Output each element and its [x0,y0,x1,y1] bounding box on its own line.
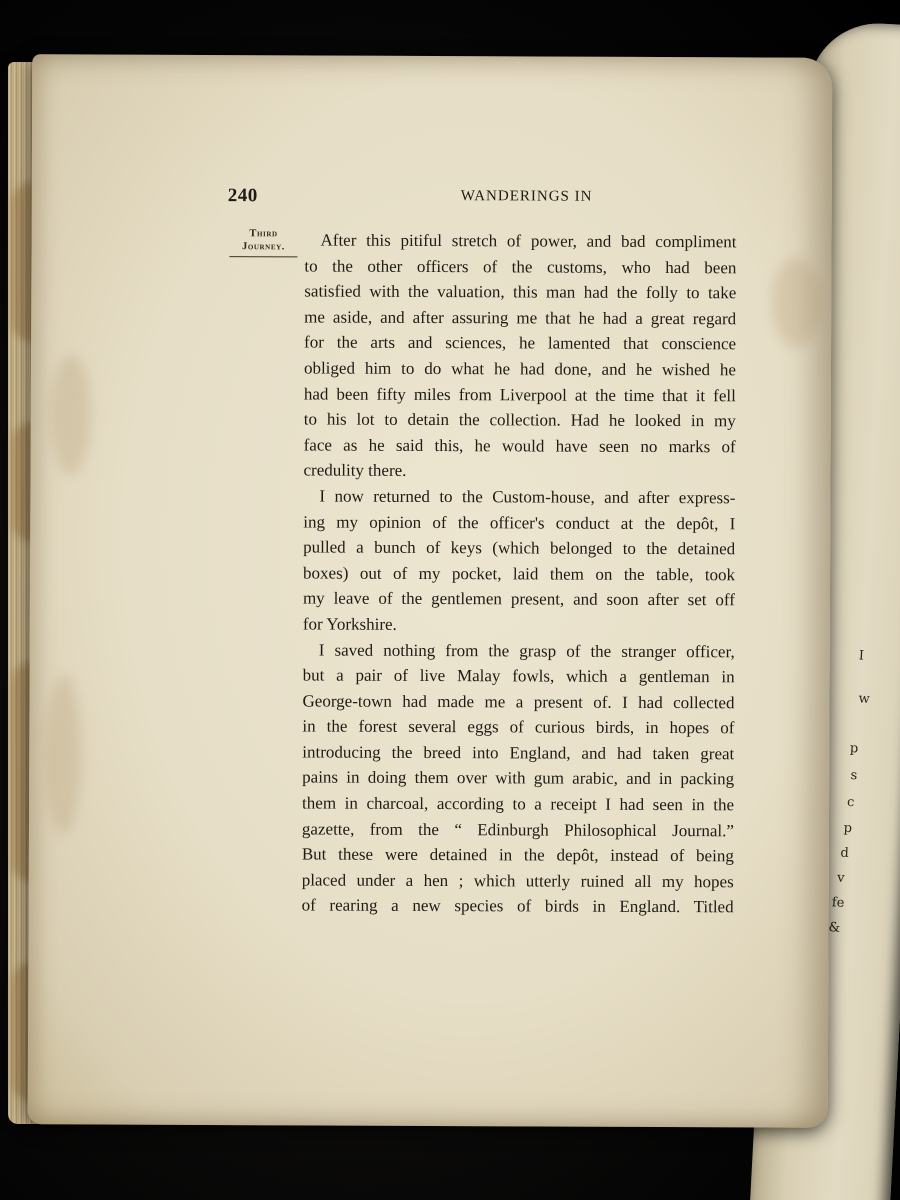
text-line: them in charcoal, according to a receipt I had seen in the [302,793,735,815]
text-line: to his lot to detain the collection. Had he looked in my [303,409,736,431]
paragraph [303,227,736,485]
text-line: of rearing a new species of birds in England. Titled [301,895,734,917]
facing-page-fragment: v [836,870,845,886]
sidenote-line: Third [249,228,278,240]
paragraph [303,483,736,638]
text-line: for Yorkshire. [302,614,397,634]
text-line: me aside, and after assuring me that he had a great regard [304,307,737,329]
text-line: my leave of the gentlemen present, and soon after set off [302,588,736,610]
text-line: George-town had made me a present of. I had collected [302,691,735,713]
facing-page-fragment: d [840,845,850,862]
page-number: 240 [227,185,258,207]
facing-page-fragment: fe [831,895,845,911]
facing-page-fragment: p [843,820,853,837]
text-line: ing my opinion of the officer's conduct at the depôt, I [303,511,736,533]
facing-page-fragment: s [850,768,858,784]
text-line: obliged him to do what he had done, and he wished he [303,358,737,380]
text-line: I now returned to the Custom-house, and after express- [319,486,736,508]
running-head [228,185,788,211]
sidenote-rule [229,256,297,257]
text-line: pulled a bunch of keys (which belonged to the detained [303,537,736,559]
text-line: pains in doing them over with gum arabic, and in packing [302,767,735,789]
text-line: to the other officers of the customs, who had been [304,256,737,277]
text-line: in the forest several eggs of curious birds, in hopes of [302,716,735,738]
text-line: gazette, from the “ Edinburgh Philosophical Journal.” [301,819,734,840]
text-line: placed under a hen ; which utterly ruined all my hopes [301,870,734,892]
facing-page-fragment: p [849,740,859,757]
text-line: satisfied with the valuation, this man had the folly to take [304,281,737,303]
facing-page-fragment: w [858,691,871,707]
text-line: credulity there. [303,460,407,481]
text-line: But these were detained in the depôt, instead of being [301,844,734,866]
text-line: After this pitiful stretch of power, and bad compliment [320,230,737,252]
text-line: introducing the breed into England, and had taken great [302,742,735,764]
text-line: but a pair of live Malay fowls, which a gentleman in [302,665,735,687]
sidenote-line: Journey. [241,241,286,253]
text-line: for the arts and sciences, he lamented that conscience [304,332,737,354]
facing-page-fragment: c [846,794,855,811]
facing-page-fragment: & [828,920,841,936]
paragraph [302,637,735,920]
body-text [302,227,737,920]
text-line: face as he said this, he would have seen no marks of [303,435,736,457]
text-line: had been fifty miles from Liverpool at the time that it fell [303,384,736,405]
facing-page-fragment: I [858,648,865,664]
running-title: WANDERINGS IN [460,188,593,205]
margin-sidenote [229,227,297,257]
text-line: boxes) out of my pocket, laid them on the table, took [303,563,736,585]
book-page [28,54,833,1127]
text-line: I saved nothing from the grasp of the stranger officer, [318,640,735,661]
